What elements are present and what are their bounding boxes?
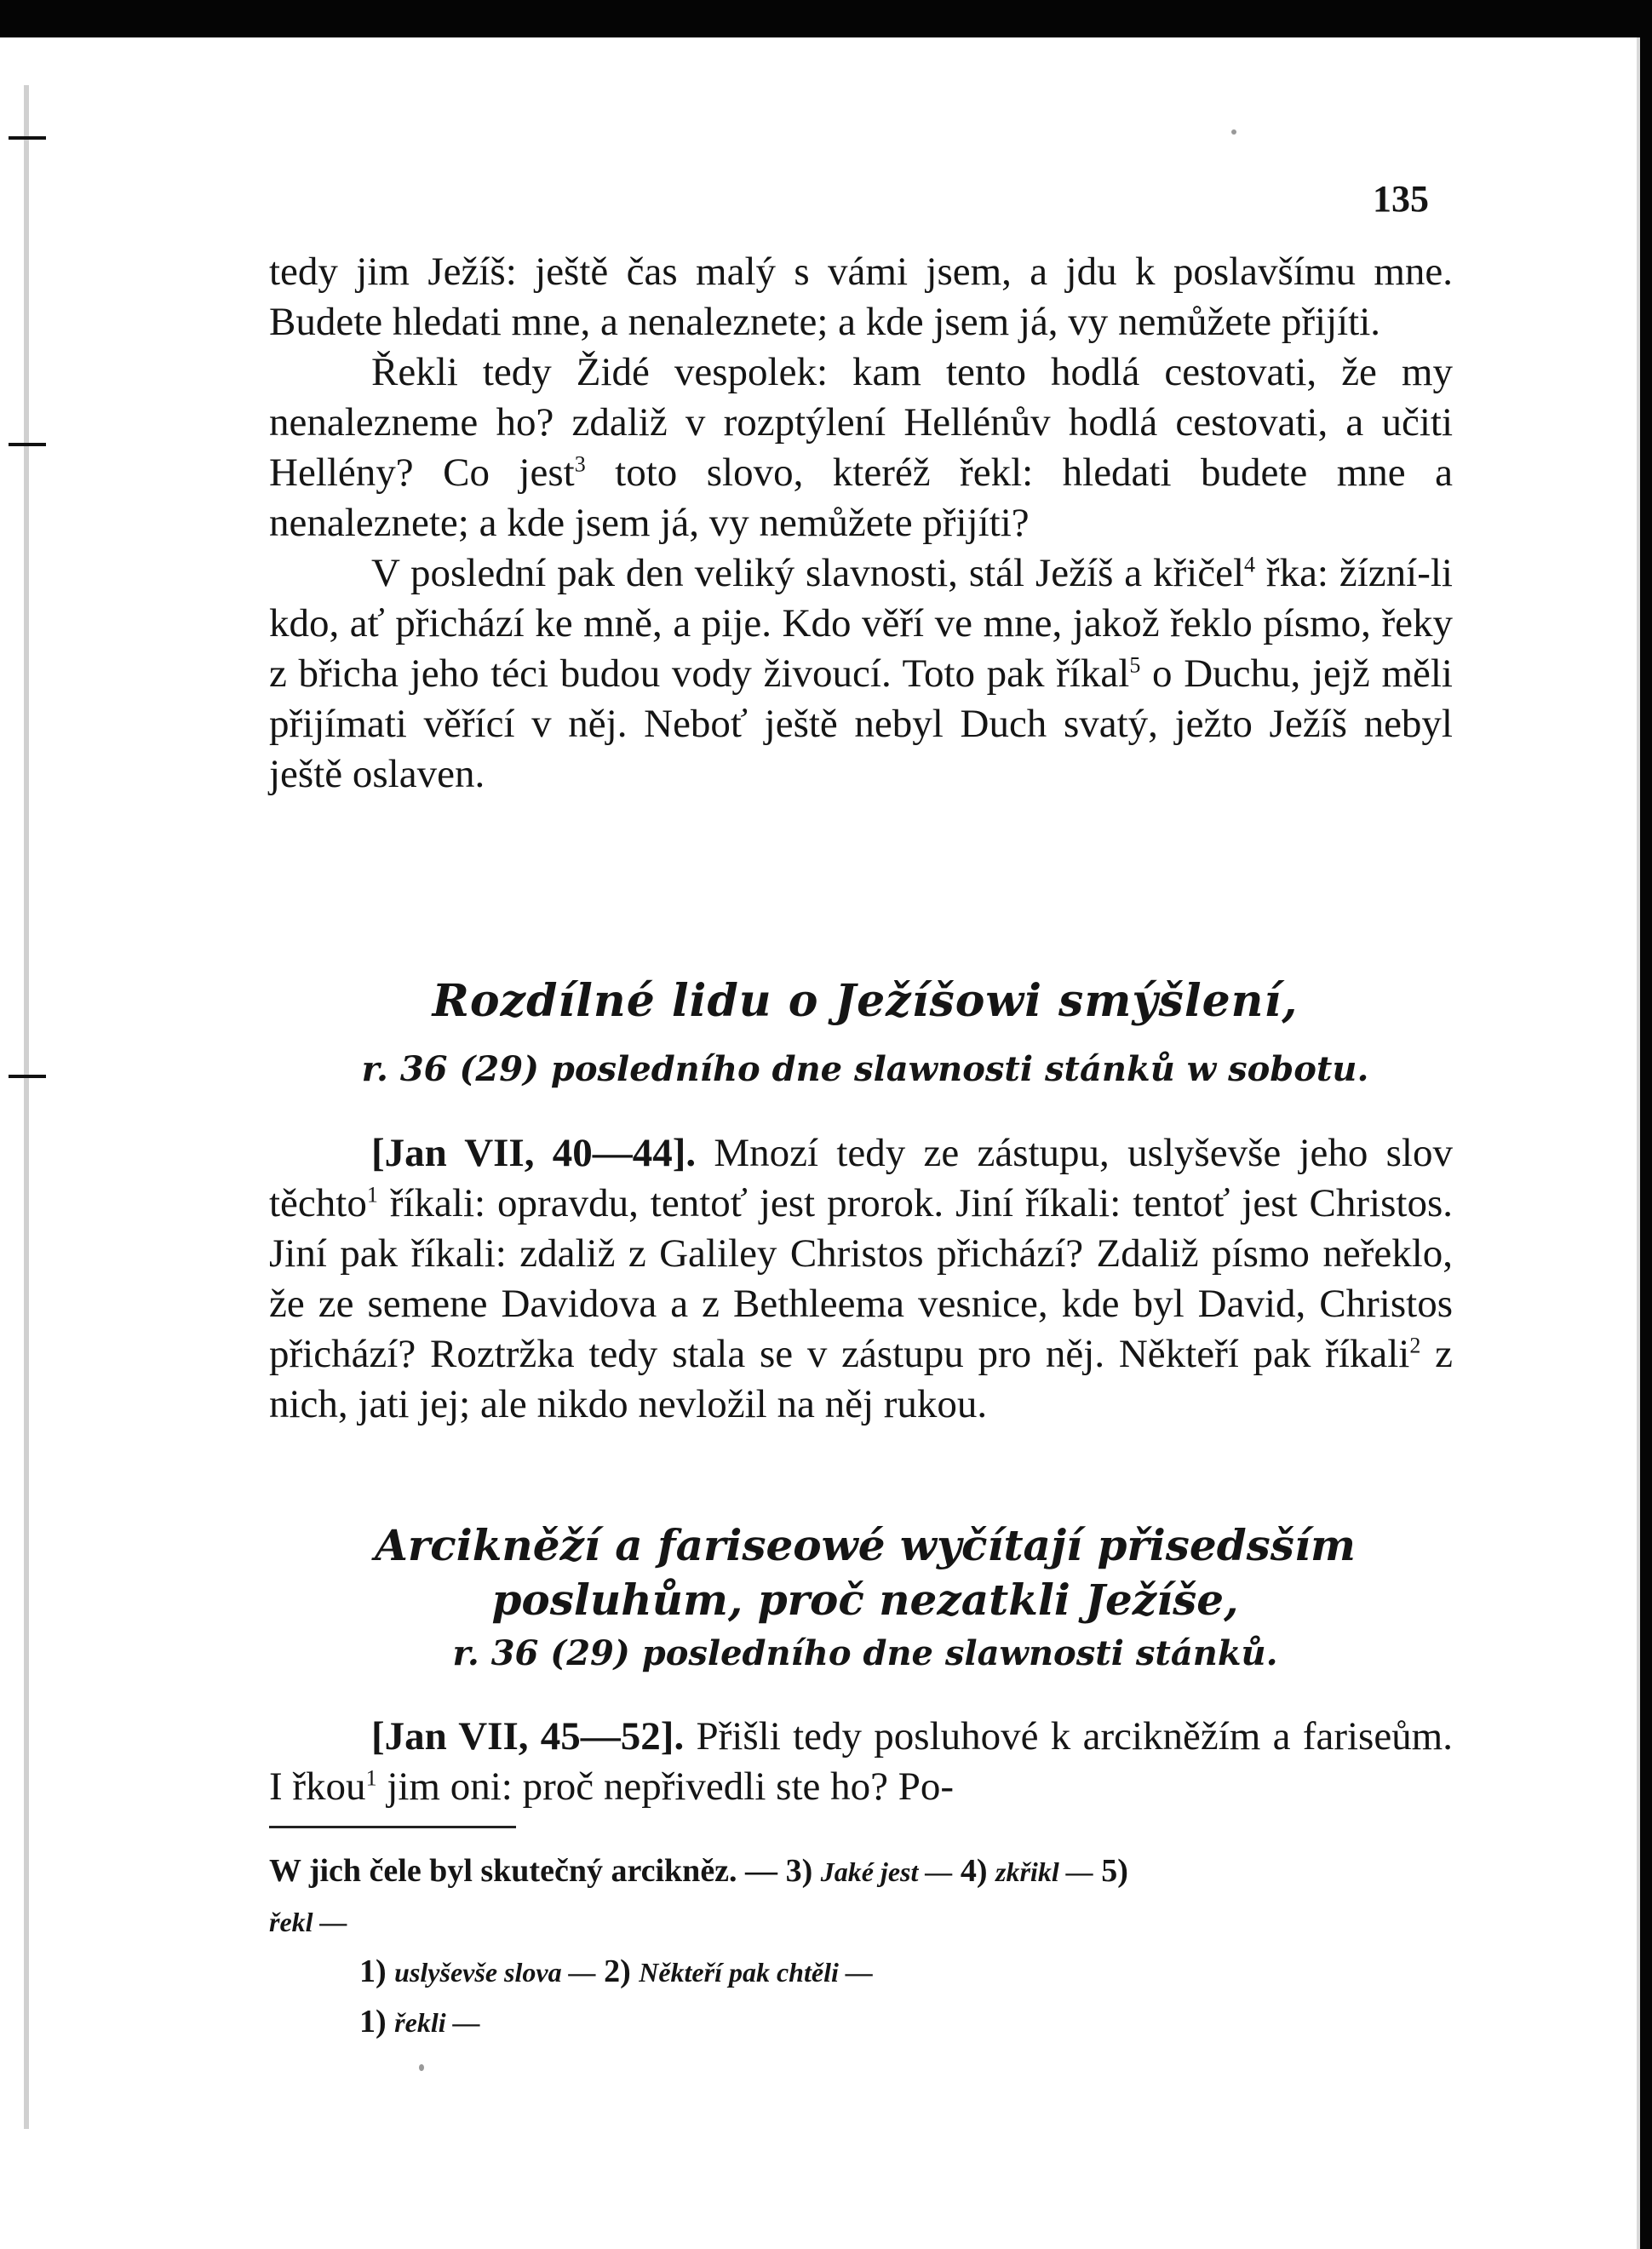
paragraph-text: tedy jim Ježíš: ještě čas malý s vámi jsem, a jdu k poslavšímu mne. Budete hledati mne, a nenaleznete; a kde jsem já, vy nemůžete přijíti. — [269, 250, 1453, 344]
bible-reference: [Jan VII, 40—44]. — [371, 1131, 697, 1175]
body-section-2 — [269, 1128, 1453, 1430]
paragraph — [269, 247, 1453, 347]
footnote-text: uslyševše slova — — [394, 1957, 596, 1988]
section-heading-1: Rozdílné lidu o Ježíšowi smýšlení, — [432, 975, 1299, 1027]
paragraph — [269, 1128, 1453, 1430]
paragraph-text: z nich, jati jej; ale nikdo nevložil na něj rukou. — [269, 1332, 1453, 1426]
footnote-number: 2) — [604, 1954, 631, 1989]
footnote-line — [269, 1947, 1461, 1997]
paragraph-text: jim oni: proč nepřivedli ste ho? Po- — [376, 1764, 955, 1809]
footnote-rule — [269, 1826, 516, 1828]
section-subheading-1: r. 36 (29) posledního dne slawnosti stánků w sobotu. — [361, 1049, 1369, 1089]
footnote-number: 1) — [359, 1954, 387, 1989]
footnote-number: 3) — [785, 1853, 813, 1889]
footnote-text: řekli — — [394, 2007, 480, 2038]
footnote-ref: 3 — [574, 451, 586, 477]
page-number: 135 — [1373, 178, 1429, 220]
footnote-line — [269, 1846, 1461, 1896]
paragraph-text: V poslední pak den veliký slavnosti, stál Ježíš a křičel — [371, 551, 1245, 595]
footnote-ref: 5 — [1129, 652, 1141, 678]
paragraph-text: říkali: opravdu, tentoť jest prorok. Jiní říkali: tentoť jest Christos. Jiní pak říkali: zdaliž z Galiley Christos přichází? Zdaliž písmo neřeklo, že ze semene Davidova a z Bethleema vesnice, kde byl David, Christos přichází? Roztržka tedy stala se v zástupu pro něj. Někteří pak říkali — [269, 1181, 1453, 1376]
footnote-ref: 2 — [1409, 1333, 1421, 1358]
paragraph — [269, 1712, 1453, 1812]
bible-reference: [Jan VII, 45—52]. — [371, 1714, 685, 1758]
paragraph — [269, 347, 1453, 548]
paragraph-text: Mnozí tedy ze zástupu, uslyševše jeho slov těchto — [269, 1131, 1453, 1225]
footnote-number: 1) — [359, 2004, 387, 2040]
footnote-text: W jich čele byl skutečný arcikněz. — — [269, 1853, 778, 1889]
footnote-number: 4) — [960, 1853, 988, 1889]
footnote-ref: 1 — [366, 1182, 378, 1208]
footnote-text: řekl — — [269, 1907, 347, 1937]
footnote-ref: 4 — [1244, 552, 1256, 577]
section-heading-2: Arcikněží a fariseowé wyčítají přisedsším posluhům, proč nezatkli Ježíše, — [375, 1520, 1356, 1625]
body-section-1 — [269, 247, 1453, 800]
footnote-line — [269, 1997, 1461, 2047]
footnotes — [269, 1846, 1461, 2047]
footnote-line — [269, 1896, 1461, 1947]
paragraph-text: o Duchu, jejž měli přijímati věřící v něj. Neboť ještě nebyl Duch svatý, ježto Ježíš nebyl ještě oslaven. — [269, 651, 1453, 796]
footnote-number: 5) — [1101, 1853, 1128, 1889]
footnote-text: Někteří pak chtěli — — [639, 1957, 873, 1988]
body-section-3 — [269, 1712, 1453, 1812]
footnote-text: Jaké jest — — [820, 1856, 953, 1887]
footnote-ref: 1 — [365, 1765, 377, 1791]
paragraph-text: řka: žízní-li kdo, ať přichází ke mně, a pije. Kdo věří ve mne, jakož řeklo písmo, řeky z břicha jeho téci budou vody živoucí. Toto pak říkal — [269, 551, 1453, 696]
paragraph-text: toto slovo, kteréž řekl: hledati budete mne a nenaleznete; a kde jsem já, vy nemůžete přijíti? — [269, 450, 1453, 545]
paragraph-text: Řekli tedy Židé vespolek: kam tento hodlá cestovati, že my nenalezneme ho? zdaliž v rozptýlení Hellénův hodlá cestovati, a učiti Hellény? Co jest — [269, 350, 1453, 495]
footnote-text: zkřikl — — [995, 1856, 1093, 1887]
paragraph — [269, 548, 1453, 800]
section-subheading-2: r. 36 (29) posledního dne slawnosti stánků. — [452, 1633, 1278, 1673]
paragraph-text: Přišli tedy posluhové k arcikněžím a fariseům. I řkou — [269, 1714, 1453, 1809]
